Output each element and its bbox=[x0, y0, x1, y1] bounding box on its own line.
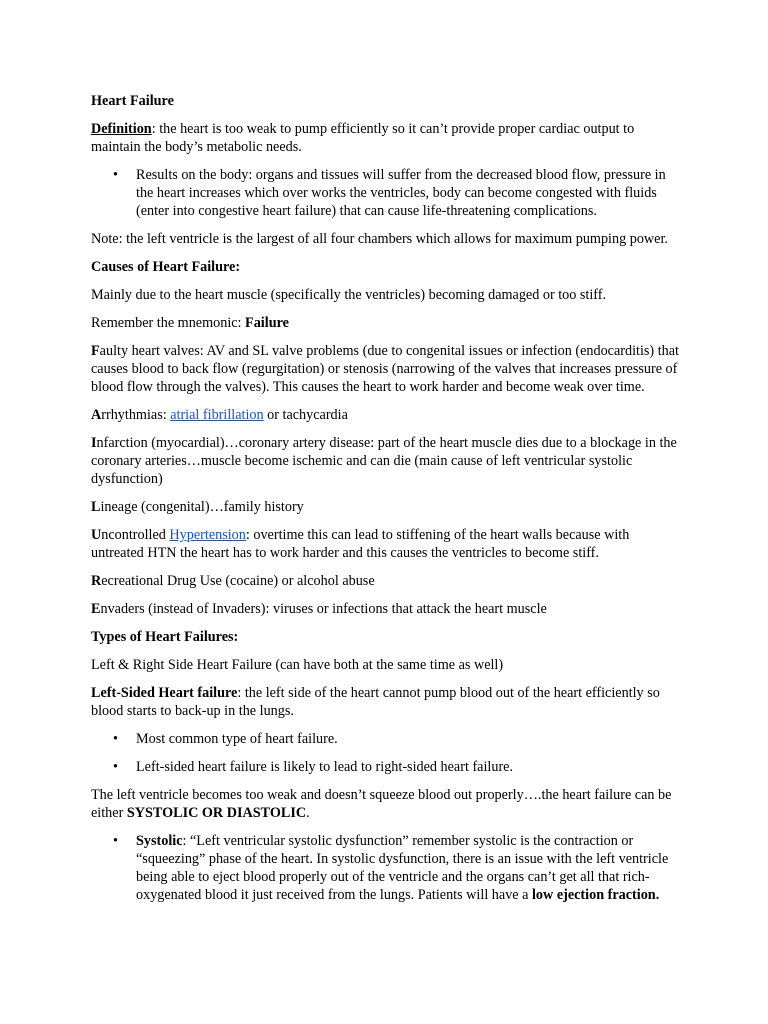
atrial-fibrillation-link[interactable]: atrial fibrillation bbox=[170, 407, 264, 423]
mnemonic-item-f bbox=[91, 342, 681, 396]
mnemonic-letter: A bbox=[91, 407, 102, 423]
mnemonic-paragraph bbox=[91, 314, 681, 332]
list-item-text: Left-sided heart failure is likely to lead to right-sided heart failure. bbox=[136, 759, 514, 775]
bullet-icon: • bbox=[113, 167, 118, 183]
mnemonic-text: nvaders (instead of Invaders): viruses or infections that attack the heart muscle bbox=[100, 601, 547, 617]
left-sided-list bbox=[91, 730, 681, 776]
ventricle-weak-text: The left ventricle becomes too weak and doesn’t squeeze blood out properly….the heart failure can be either bbox=[91, 787, 672, 821]
ventricle-weak-end: . bbox=[306, 805, 310, 821]
mnemonic-item-u bbox=[91, 526, 681, 562]
mnemonic-item-l bbox=[91, 498, 681, 516]
types-heading: Types of Heart Failures: bbox=[91, 629, 239, 645]
note-paragraph: Note: the left ventricle is the largest of all four chambers which allows for maximum pumping power. bbox=[91, 231, 668, 247]
hypertension-link[interactable]: Hypertension bbox=[169, 527, 246, 543]
bullet-icon: • bbox=[113, 731, 118, 747]
mnemonic-letter: L bbox=[91, 499, 101, 515]
mnemonic-text: aulty heart valves: AV and SL valve problems (due to congenital issues or infection (endocarditis) that causes blood to back flow (regurgitation) or stenosis (narrowing of the valves that increases pressure of blood flow through the valves). This causes the heart to work harder and become weak over time. bbox=[91, 343, 679, 395]
mnemonic-letter: E bbox=[91, 601, 101, 617]
types-intro: Left & Right Side Heart Failure (can have both at the same time as well) bbox=[91, 657, 504, 673]
mnemonic-text: rrhythmias: bbox=[101, 407, 171, 423]
left-sided-term: Left-Sided Heart failure bbox=[91, 685, 238, 701]
bullet-icon: • bbox=[113, 759, 118, 775]
effects-list bbox=[91, 166, 681, 220]
mnemonic-letter: I bbox=[91, 435, 97, 451]
causes-heading: Causes of Heart Failure: bbox=[91, 259, 241, 275]
definition-paragraph bbox=[91, 120, 681, 156]
list-item bbox=[91, 758, 681, 776]
mnemonic-word: Failure bbox=[245, 315, 289, 331]
causes-intro: Mainly due to the heart muscle (specifically the ventricles) becoming damaged or too stiff. bbox=[91, 287, 607, 303]
mnemonic-text: nfarction (myocardial)…coronary artery disease: part of the heart muscle dies due to a blockage in the coronary arteries…muscle become ischemic and can die (main cause of left ventricular systolic dysfunction) bbox=[91, 435, 677, 487]
mnemonic-letter: U bbox=[91, 527, 102, 543]
mnemonic-item-r bbox=[91, 572, 681, 590]
left-sided-paragraph bbox=[91, 684, 681, 720]
list-item-text: Most common type of heart failure. bbox=[136, 731, 338, 747]
definition-term: Definition bbox=[91, 121, 152, 137]
document-content bbox=[91, 92, 681, 904]
systolic-term: Systolic bbox=[136, 833, 183, 849]
mnemonic-text: ncontrolled bbox=[101, 527, 170, 543]
systolic-diastolic-emphasis: SYSTOLIC OR DIASTOLIC bbox=[126, 805, 307, 821]
systolic-list bbox=[91, 832, 681, 904]
mnemonic-letter: R bbox=[91, 573, 102, 589]
mnemonic-item-e bbox=[91, 600, 681, 618]
left-sided-text: : the left side of the heart cannot pump blood out of the heart efficiently so blood starts to back-up in the lungs. bbox=[91, 685, 660, 719]
mnemonic-item-i bbox=[91, 434, 681, 488]
document-title: Heart Failure bbox=[91, 93, 174, 109]
effects-text: Results on the body: organs and tissues will suffer from the decreased blood flow, pressure in the heart increases which over works the ventricles, body can become congested with fluids (enter into congestive heart failure) that can cause life-threatening complications. bbox=[136, 167, 666, 219]
ventricle-weak-paragraph bbox=[91, 786, 681, 822]
list-item bbox=[91, 730, 681, 748]
mnemonic-prefix: Remember the mnemonic: bbox=[91, 315, 246, 331]
definition-text: : the heart is too weak to pump efficiently so it can’t provide proper cardiac output to maintain the body’s metabolic needs. bbox=[91, 121, 635, 155]
mnemonic-letter: F bbox=[91, 343, 100, 359]
mnemonic-item-a bbox=[91, 406, 681, 424]
mnemonic-text: or tachycardia bbox=[263, 407, 348, 423]
list-item bbox=[91, 832, 681, 904]
mnemonic-text: : overtime this can lead to stiffening of the heart walls because with untreated HTN the heart has to work harder and this causes the ventricles to become stiff. bbox=[91, 527, 630, 561]
bullet-icon: • bbox=[113, 833, 118, 849]
low-ejection-emphasis: low ejection fraction. bbox=[531, 887, 660, 903]
list-item bbox=[91, 166, 681, 220]
mnemonic-text: ecreational Drug Use (cocaine) or alcohol abuse bbox=[101, 573, 375, 589]
mnemonic-text: ineage (congenital)…family history bbox=[100, 499, 304, 515]
systolic-text: : “Left ventricular systolic dysfunction” remember systolic is the contraction or “squeezing” phase of the heart. In systolic dysfunction, there is an issue with the left ventricle being able to eject blood properly out of the ventricle and the organs can’t get all that rich-oxygenated blood it just received from the lungs. Patients will have a bbox=[136, 833, 669, 903]
